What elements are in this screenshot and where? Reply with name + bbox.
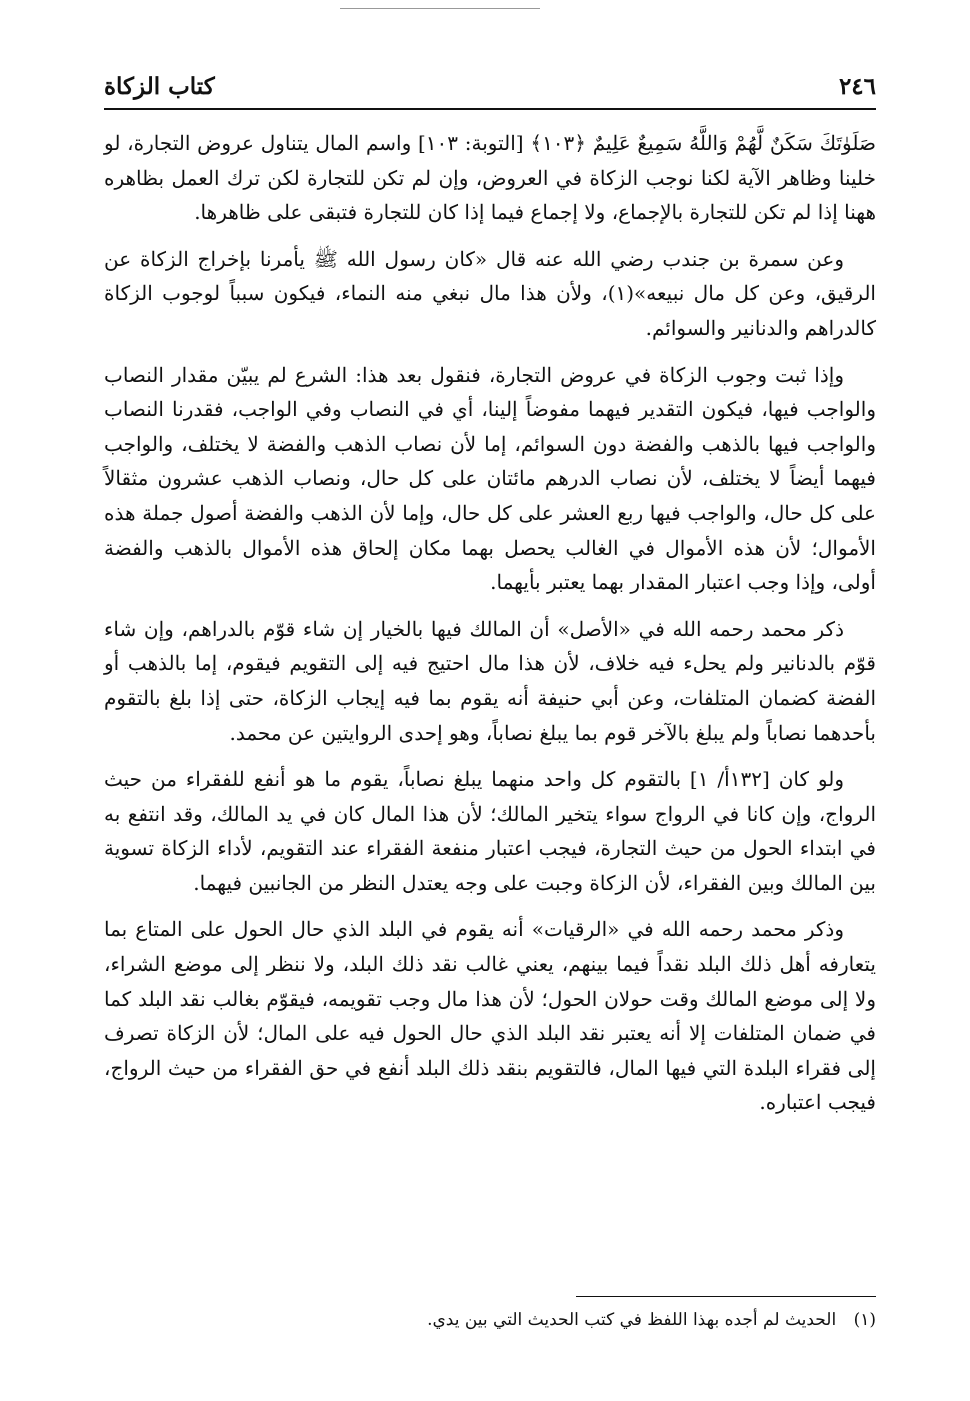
paragraph-5: ولو كان [١٣٢أ/ ١] بالتقوم كل واحد منهما يبلغ نصاباً، يقوم ما هو أنفع للفقراء من حيث الرواج، وإن كانا في الرواج سواء يتخير المالك؛ لأن هذا المال كان في يد المالك، وقد انتفع به في ابتداء الحول من حيث التجارة، فيجب اعتبار منفعة الفقراء عند التقويم، لأداء الزكاة تسوية بين المالك وبين الفقراء، لأن الزكاة وجبت على وجه يعتدل النظر من الجانبين فيهما. xyxy=(104,767,876,895)
footnote-marker: (١) xyxy=(853,1310,876,1330)
paragraph-2: وعن سمرة بن جندب رضي الله عنه قال «كان رسول الله ﷺ يأمرنا بإخراج الزكاة عن الرقيق، وعن كل مال نبيعه»(١)، ولأن هذا مال نبغي منه النماء، فيكون سبباً لوجوب الزكاة كالدراهم والدنانير والسوائم. xyxy=(104,246,876,340)
footnote xyxy=(96,1306,876,1334)
top-scan-rule xyxy=(340,8,540,9)
paragraph-4: ذكر محمد رحمه الله في «الأصل» أن المالك فيها بالخيار إن شاء قوّم بالدراهم، وإن شاء قوّم بالدنانير ولم يحلء فيه خلاف، لأن هذا مال احتيج فيه إلى التقويم فيقوم، إما بالذهب أو الفضة كضمان المتلفات، وعن أبي حنيفة أنه يقوم بما فيه إيجاب الزكاة، حتى إذا بلغ بالتقوم بأحدهما نصاباً ولم يبلغ بالآخر قوم بما يبلغ نصاباً، وهو إحدى الروايتين عن محمد. xyxy=(104,616,876,745)
header-divider xyxy=(104,108,876,110)
footnote-text: الحديث لم أجده بهذا اللفظ في كتب الحديث التي بين يدي. xyxy=(427,1310,837,1330)
running-header xyxy=(104,66,876,106)
chapter-title: كتاب الزكاة xyxy=(104,72,215,100)
body-text xyxy=(104,126,876,1132)
paragraph-6: وذكر محمد رحمه الله في «الرقيات» أنه يقوم في البلد الذي حال الحول على المتاع بما يتعارفه أهل ذلك البلد نقداً فيما بينهم، يعني غالب نقد ذلك البلد، ولا ننظر إلى موضع الشراء، ولا إلى موضع المالك وقت حولان الحول؛ لأن هذا مال وجب تقويمه، فيقوّم بغالب نقد البلد كما في ضمان المتلفات إلا أنه يعتبر نقد البلد الذي حال الحول فيه على المال؛ لأن الزكاة تصرف إلى فقراء البلدة التي فيها المال، فالتقويم بنقد ذلك البلد أنفع في حق الفقراء من حيث الرواج، فيجب اعتباره. xyxy=(104,917,876,1115)
footnote-divider xyxy=(576,1296,876,1297)
paragraph-1: صَلَوٰتَكَ سَكَنٌ لَّهُمْ وَاللَّهُ سَمِيعٌ عَلِيمٌ ﴿١٠٣﴾ [التوبة: ١٠٣] واسم المال يتناول عروض التجارة، لو خلينا وظاهر الآية لكنا نوجب الزكاة في العروض، وإن لم تكن للتجارة لكن ترك العمل بظاهره ههنا إذا لم تكن للتجارة بالإجماع، ولا إجماع فيما إذا كان للتجارة فتبقى على ظاهرها. xyxy=(104,131,876,225)
paragraph-3: وإذا ثبت وجوب الزكاة في عروض التجارة، فنقول بعد هذا: الشرع لم يبيّن مقدار النصاب والواجب فيها، فيكون التقدير فيهما مفوضاً إلينا، أي في النصاب وفي الواجب، فقدرنا النصاب والواجب فيها بالذهب والفضة دون السوائم، إما لأن نصاب الذهب والفضة لا يختلف، والواجب فيهما أيضاً لا يختلف، لأن نصاب الدرهم مائتان على كل حال، ونصاب الذهب عشرون مثقالاً على كل حال، والواجب فيها ربع العشر على كل حال، وإما لأن الذهب والفضة أصول جملة هذه الأموال؛ لأن هذه الأموال في الغالب يحصل بهما مكان إلحاق هذه الأموال بالذهب والفضة أولى، وإذا وجب اعتبار المقدار بهما يعتبر بأيهما. xyxy=(104,362,876,595)
page-number: ٢٤٦ xyxy=(838,72,876,100)
